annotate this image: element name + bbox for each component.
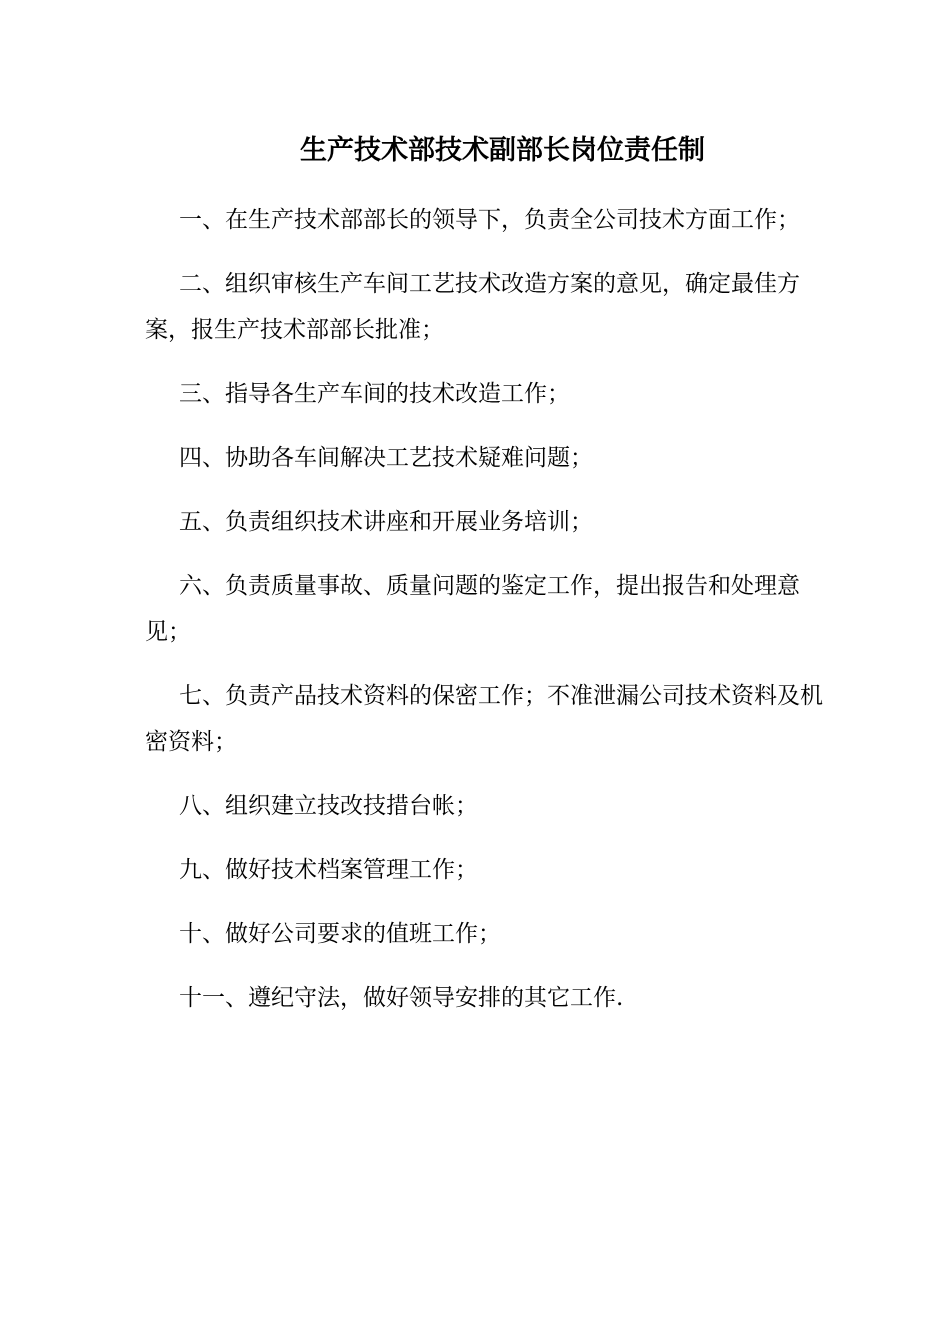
clause-item-6: 六、负责质量事故、质量问题的鉴定工作，提出报告和处理意见； [145, 573, 800, 645]
clause-item-10: 十、做好公司要求的值班工作； [179, 921, 501, 947]
clause-item-8: 八、组织建立技改技措台帐； [179, 793, 478, 819]
clause-item-11: 十一、遵纪守法，做好领导安排的其它工作. [179, 985, 624, 1011]
clause-item-4: 四、协助各车间解决工艺技术疑难问题； [179, 445, 593, 471]
document-title: 生产技术部技术副部长岗位责任制 [300, 135, 705, 166]
clause-item-1: 一、在生产技术部部长的领导下，负责全公司技术方面工作； [179, 207, 800, 233]
clause-item-9: 九、做好技术档案管理工作； [179, 857, 478, 883]
clause-item-3: 三、指导各生产车间的技术改造工作； [179, 381, 570, 407]
clause-item-2: 二、组织审核生产车间工艺技术改造方案的意见，确定最佳方案，报生产技术部部长批准； [145, 271, 800, 343]
clause-item-7: 七、负责产品技术资料的保密工作；不准泄漏公司技术资料及机密资料； [145, 683, 823, 755]
clause-item-5: 五、负责组织技术讲座和开展业务培训； [179, 509, 593, 535]
clause-list [145, 197, 825, 1039]
